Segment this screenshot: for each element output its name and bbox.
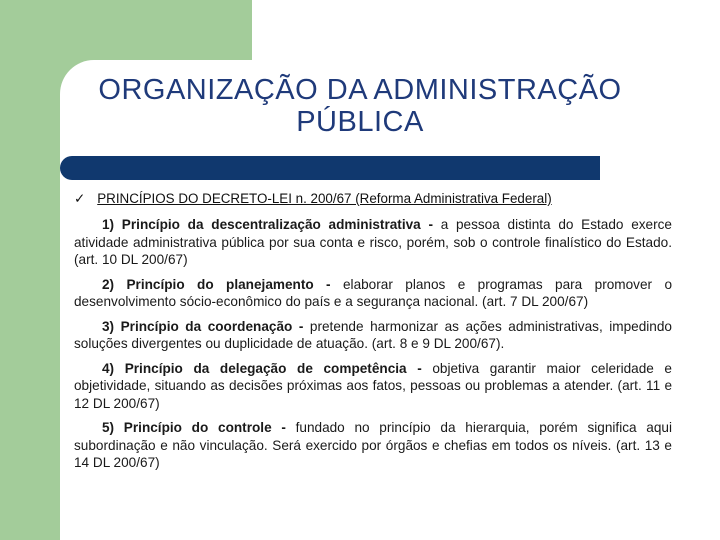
principle-item — [74, 360, 672, 413]
title-divider-bar — [60, 156, 600, 180]
principle-body: fundado no princípio da hierarquia, porém significa aqui subordinação e não vinculação. Será exercido por órgãos e chefias em todos os níveis. (art. 13 e 14 DL 200/67) — [74, 420, 672, 470]
slide-title — [60, 74, 660, 138]
slide-title-line-1: ORGANIZAÇÃO DA ADMINISTRAÇÃO — [98, 74, 622, 106]
principle-heading: 3) Princípio da coordenação - — [102, 318, 310, 334]
principle-body: objetiva garantir maior celeridade e objetividade, situando as decisões próximas aos fatos, pessoas ou problemas a atender. (art. 11 e 12 DL 200/67) — [74, 360, 672, 411]
principle-body: elaborar planos e programas para promover o desenvolvimento sócio-econômico do país e a segurança nacional. (art. 7 DL 200/67) — [74, 276, 673, 309]
principle-heading: 5) Princípio do controle - — [102, 420, 296, 435]
principle-heading: 1) Princípio da descentralização administrativa - — [102, 217, 441, 232]
principle-item — [74, 276, 672, 311]
section-heading-text: PRINCÍPIOS DO DECRETO-LEI n. 200/67 (Reforma Administrativa Federal) — [97, 191, 552, 206]
principles-list — [74, 216, 672, 479]
principle-heading: 2) Princípio do planejamento - — [102, 276, 343, 292]
principle-body: pretende harmonizar as ações administrativas, impedindo soluções divergentes ou duplicidade de atuação. (art. 8 e 9 DL 200/67). — [74, 318, 672, 351]
principle-item — [74, 318, 672, 353]
checkmark-icon: ✓ — [74, 191, 86, 206]
principle-item — [74, 419, 672, 472]
principle-heading: 4) Princípio da delegação de competência - — [102, 360, 433, 376]
principle-item — [74, 216, 672, 269]
section-heading — [74, 191, 674, 207]
slide-title-line-2: PÚBLICA — [296, 106, 424, 138]
principle-body: a pessoa distinta do Estado exerce atividade administrativa pública por sua conta e risco, porém, sob o controle finalístico do Estado. (art. 10 DL 200/67) — [74, 217, 672, 267]
